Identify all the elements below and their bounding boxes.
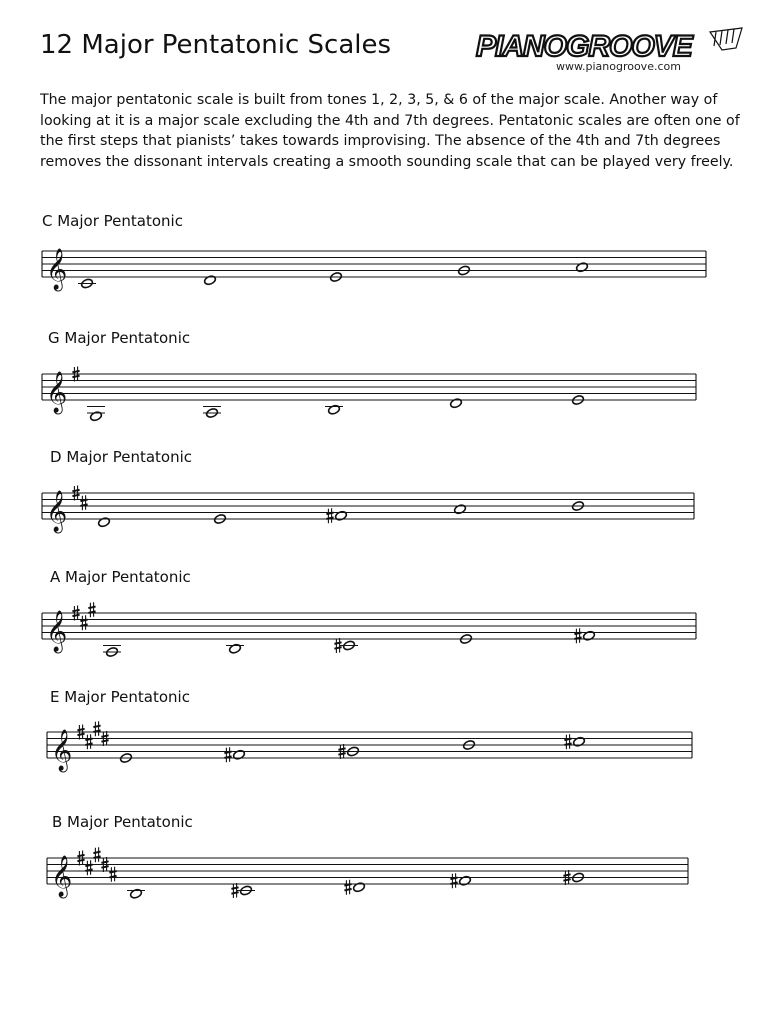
key-signature-sharp-icon (109, 867, 116, 882)
scale-title: E Major Pentatonic (50, 688, 190, 706)
sharp-accidental-icon (326, 508, 333, 523)
key-signature-sharp-icon (85, 860, 92, 875)
scale-title: G Major Pentatonic (48, 329, 191, 347)
treble-clef-icon: 𝄞 (46, 611, 68, 652)
scale-note (453, 504, 466, 515)
staff-lines (47, 858, 688, 884)
staff-lines (42, 613, 696, 639)
scale-note (97, 517, 110, 528)
key-signature-sharp-icon (93, 721, 100, 736)
staff (0, 593, 768, 653)
intro-paragraph: The major pentatonic scale is built from tones 1, 2, 3, 5, & 6 of the major scale. Another way of looking at it is a major scale excluding the 4th and 7th degrees. Pentatonic scales are often one of the first steps that pianists’ takes towards improvising. The absence of the 4th and 7th degrees removes the dissonant intervals creating a smooth sounding scale that can be played very freely. (40, 92, 740, 170)
scale-note (449, 398, 462, 409)
whole-note-head (458, 875, 471, 886)
staff-lines (42, 493, 694, 519)
whole-note-head (228, 643, 241, 654)
sharp-accidental-icon (450, 873, 457, 888)
whole-note-head (572, 736, 585, 747)
whole-note-head (449, 398, 462, 409)
svg-text:PIANOGROOVE: PIANOGROOVE (476, 30, 692, 63)
treble-clef-icon: 𝄞 (46, 249, 68, 290)
staff (0, 354, 768, 414)
scale-note (203, 407, 221, 419)
scale-note (203, 275, 216, 286)
scale-note (344, 880, 365, 895)
staff (0, 838, 768, 898)
treble-clef-icon: 𝄞 (51, 856, 73, 897)
scale-note (575, 262, 588, 273)
scale-title: D Major Pentatonic (50, 448, 193, 466)
whole-note-head (352, 882, 365, 893)
treble-clef-icon: 𝄞 (46, 491, 68, 532)
scale-note (103, 646, 121, 658)
whole-note-head (97, 517, 110, 528)
sharp-accidental-icon (224, 747, 231, 762)
scale-note (78, 278, 96, 289)
scale-note (574, 628, 595, 643)
treble-clef-icon: 𝄞 (51, 730, 73, 771)
scale-note (224, 747, 245, 762)
scale-note (87, 407, 105, 422)
whole-note-head (575, 262, 588, 273)
scale-title: A Major Pentatonic (50, 568, 191, 586)
scale-note (564, 734, 585, 749)
whole-note-head (89, 411, 102, 422)
key-signature-sharp-icon (85, 734, 92, 749)
key-signature-sharp-icon (80, 615, 87, 630)
scale-note (127, 888, 145, 899)
scale-title: B Major Pentatonic (52, 813, 193, 831)
treble-clef-icon: 𝄞 (46, 372, 68, 413)
sharp-accidental-icon (574, 628, 581, 643)
whole-note-head (203, 275, 216, 286)
staff (0, 712, 768, 772)
staff-lines (47, 732, 692, 758)
scale-note (231, 883, 255, 898)
key-signature-sharp-icon (88, 602, 95, 617)
whole-note-head (334, 510, 347, 521)
whole-note-head (232, 749, 245, 760)
scale-note (334, 638, 358, 653)
whole-note-head (327, 404, 340, 415)
staff (0, 231, 768, 291)
scale-note (226, 643, 244, 654)
scale-title: C Major Pentatonic (42, 212, 183, 230)
staff (0, 473, 768, 533)
page-title: 12 Major Pentatonic Scales (40, 30, 392, 60)
staff-lines (42, 251, 706, 277)
key-signature-sharp-icon (80, 495, 87, 510)
key-signature-sharp-icon (93, 847, 100, 862)
scale-note (450, 873, 471, 888)
sharp-accidental-icon (564, 734, 571, 749)
whole-note-head (453, 504, 466, 515)
whole-note-head (582, 630, 595, 641)
sharp-accidental-icon (344, 880, 351, 895)
scale-note (325, 404, 343, 415)
staff-lines (42, 374, 696, 400)
scale-note (326, 508, 347, 523)
logo-url: www.pianogroove.com (556, 60, 681, 73)
whole-note-head (129, 888, 142, 899)
